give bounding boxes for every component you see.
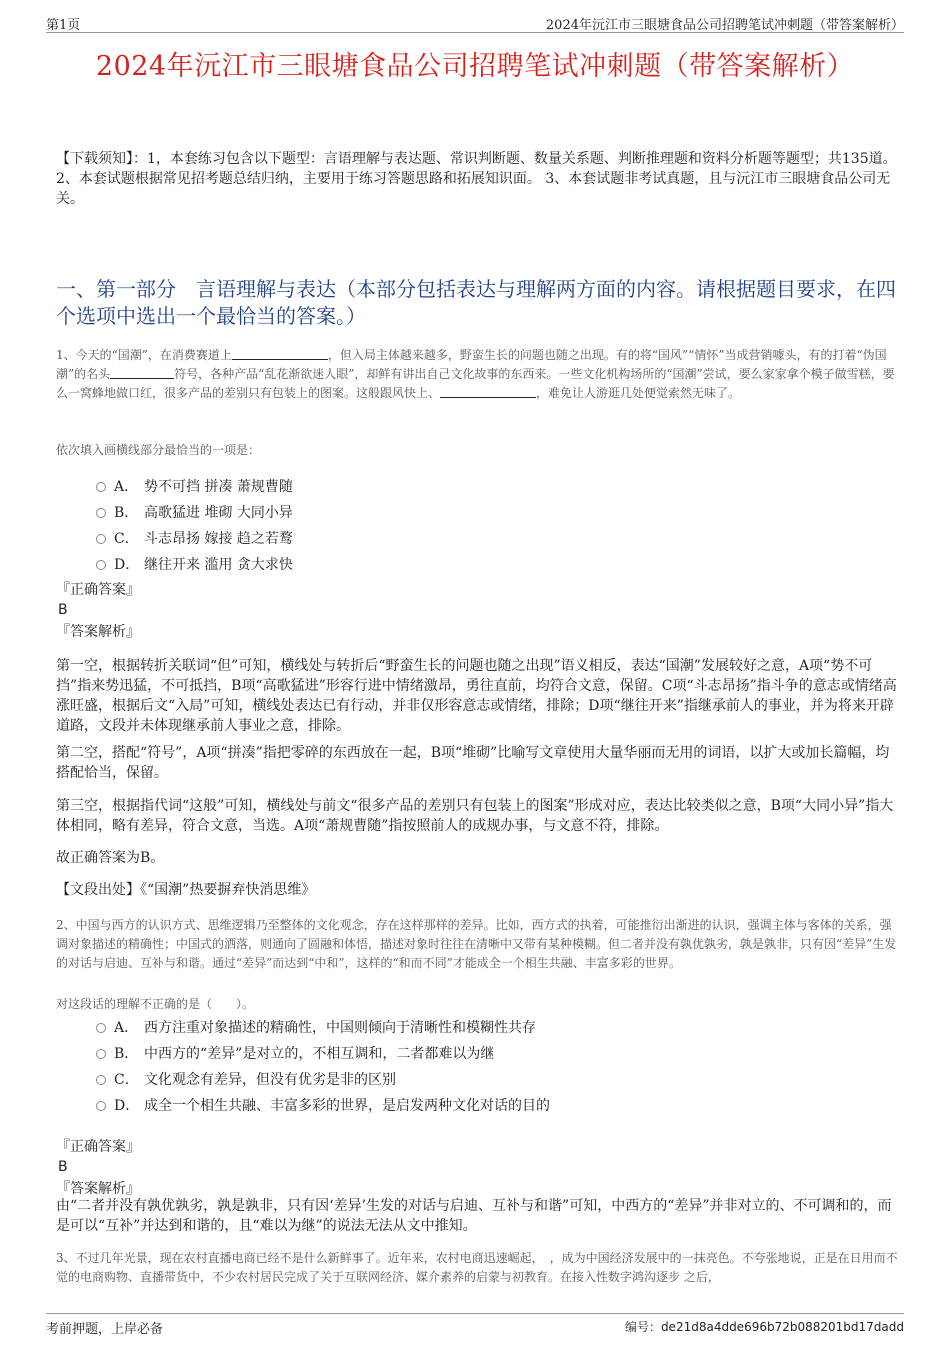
q1-stem-part-a: 1、今天的“国潮”，在消费赛道上	[56, 348, 232, 362]
q2-answer-label: 『正确答案』	[56, 1139, 140, 1155]
option-letter: C．	[114, 531, 139, 547]
header-doc-title: 2024年沅江市三眼塘食品公司招聘笔试冲刺题（带答案解析）	[545, 18, 904, 33]
footer-doc-id: 编号：de21d8a4dde696b72b088201bd17dadd	[624, 1320, 904, 1334]
page-title: 2024年沅江市三眼塘食品公司招聘笔试冲刺题（带答案解析）	[95, 51, 855, 82]
q1-stem-part-b: ，但入局主体越来越多，野蛮生长的问题也随之出现。有的将“国风”“情怀”当成营销噱头，有的打着“伪国潮”的名头	[56, 348, 887, 381]
radio-icon[interactable]	[96, 534, 106, 544]
radio-icon[interactable]	[96, 1101, 106, 1111]
option-letter: D．	[114, 557, 140, 573]
q1-options	[96, 474, 293, 578]
option-text: 文化观念有差异，但没有优劣是非的区别	[144, 1072, 396, 1088]
option-letter: A．	[114, 479, 139, 495]
option-text: 西方注重对象描述的精确性，中国则倾向于清晰性和模糊性共存	[144, 1020, 536, 1036]
q1-analysis-1: 第一空，根据转折关联词“但”可知，横线处与转折后“野蛮生长的问题也随之出现”语义相反，表达“国潮”发展较好之意，A项“势不可挡”指来势迅猛，不可抵挡，B项“高歌猛进”形容行进中情绪激昂，勇往直前，均符合文意，保留。C项“斗志昂扬”指斗争的意志或情绪高涨旺盛，根据后文“入局”可知，横线处表达已有行动，并非仅形容意志或情绪，排除；D项“继往开来”指继承前人的事业，并为将来开辟道路，文段并未体现继承前人事业之意，排除。	[56, 658, 897, 734]
option-letter: D．	[114, 1098, 140, 1114]
option-letter: C．	[114, 1072, 139, 1088]
q2-analysis: 由“二者并没有孰优孰劣，孰是孰非，只有因‘差异’生发的对话与启迪、互补与和谐”可知，中西方的“差异”并非对立的、不可调和的，而是可以“互补”并达到和谐的，且“难以为继”的说法无法从文中推知。	[56, 1198, 892, 1234]
q1-option-c[interactable]	[96, 526, 293, 552]
page-header	[46, 12, 904, 33]
option-letter: A．	[114, 1020, 139, 1036]
q2-answer: B	[58, 1159, 68, 1175]
radio-icon[interactable]	[96, 1075, 106, 1085]
q1-blank-1	[232, 347, 328, 360]
question-1-stem	[56, 346, 898, 403]
question-2-stem: 2、中国与西方的认识方式、思维逻辑乃至整体的文化观念，存在这样那样的差异。比如，西方式的执着，可能推衍出渐进的认识，强调主体与客体的关系，强调对象描述的精确性；中国式的洒落，则通向了圆融和体悟，描述对象时往往在清晰中又带有某种模糊。但二者并没有孰优孰劣，孰是孰非，只有因“差异”生发的对话与启迪、互补与和谐。通过“差异”而达到“中和”，这样的“和而不同”才能成全一个相生共融、丰富多彩的世界。	[56, 918, 897, 970]
q1-stem-part-d: ，难免让人游逛几处便觉索然无味了。	[536, 386, 741, 400]
option-text: 继往开来 滥用 贪大求快	[144, 557, 293, 573]
q2-prompt: 对这段话的理解不正确的是（ ）。	[56, 997, 255, 1011]
q1-analysis-3: 第三空，根据指代词“这般”可知，横线处与前文“很多产品的差别只有包装上的图案”形成对应，表达比较类似之意，B项“大同小异”指大体相同，略有差异，符合文意，当选。A项“萧规曹随”指按照前人的成规办事，与文意不符，排除。	[56, 798, 894, 834]
option-text: 中西方的“差异”是对立的，不相互调和，二者都难以为继	[144, 1046, 495, 1062]
radio-icon[interactable]	[96, 482, 106, 492]
option-text: 高歌猛进 堆砌 大同小异	[144, 505, 293, 521]
option-text: 成全一个相生共融、丰富多彩的世界，是启发两种文化对话的目的	[144, 1098, 550, 1114]
q1-option-a[interactable]	[96, 474, 293, 500]
option-text: 势不可挡 拼凑 萧规曹随	[144, 479, 293, 495]
q1-analysis-2: 第二空，搭配“符号”，A项“拼凑”指把零碎的东西放在一起，B项“堆砌”比喻写文章使用大量华丽而无用的词语，以扩大或加长篇幅，均搭配恰当，保留。	[56, 745, 890, 781]
q1-blank-2	[110, 366, 174, 379]
page-footer	[46, 1313, 904, 1336]
q1-stem-part-c: 符号，各种产品“乱花渐欲迷人眼”，却鲜有讲出自己文化故事的东西来。一些文化机构场所的“国潮”尝试，要么家家拿个模子做雪糕，要么一窝蜂地做口红，很多产品的差别只有包装上的图案。这般跟风快上、	[56, 367, 895, 400]
download-notice: 【下载须知】：1，本套练习包含以下题型：言语理解与表达题、常识判断题、数量关系题、判断推理题和资料分析题等题型；共135道。 2、本套试题根据常见招考题总结归纳，主要用于练习答题思路和拓展知识面。 3、本套试题非考试真题，且与沅江市三眼塘食品公司无关。	[56, 151, 897, 207]
page-number: 第1页	[46, 18, 81, 33]
radio-icon[interactable]	[96, 508, 106, 518]
q2-option-c[interactable]	[96, 1067, 550, 1093]
option-letter: B．	[114, 1046, 139, 1062]
radio-icon[interactable]	[96, 560, 106, 570]
q1-analysis-4: 故正确答案为B。	[56, 850, 165, 866]
q2-option-b[interactable]	[96, 1041, 550, 1067]
q1-source: 【文段出处】《“国潮”热要摒弃快消思维》	[56, 882, 316, 898]
q1-option-d[interactable]	[96, 552, 293, 578]
option-letter: B．	[114, 505, 139, 521]
q1-analysis-label: 『答案解析』	[56, 624, 140, 640]
q1-answer-label: 『正确答案』	[56, 582, 140, 598]
q2-analysis-label: 『答案解析』	[56, 1181, 140, 1197]
option-text: 斗志昂扬 嫁接 趋之若鹜	[144, 531, 293, 547]
section-title: 一、第一部分 言语理解与表达（本部分包括表达与理解两方面的内容。请根据题目要求，在四个选项中选出一个最恰当的答案。）	[56, 277, 896, 328]
q1-prompt: 依次填入画横线部分最恰当的一项是：	[56, 443, 261, 457]
q2-option-d[interactable]	[96, 1093, 550, 1119]
question-3-stem: 3、不过几年光景，现在农村直播电商已经不是什么新鲜事了。近年来，农村电商迅速崛起， ，成为中国经济发展中的一抹亮色。不夸张地说，正是在日用而不觉的电商购物、直播带货中，不少农村居民完成了关于互联网经济、媒介素养的启蒙与初教育。在接入性数字鸿沟逐步 之后，	[56, 1251, 898, 1284]
q1-answer: B	[58, 602, 68, 618]
footer-slogan: 考前押题，上岸必备	[46, 1322, 164, 1337]
radio-icon[interactable]	[96, 1023, 106, 1033]
q2-option-a[interactable]	[96, 1015, 550, 1041]
q2-options	[96, 1015, 550, 1119]
radio-icon[interactable]	[96, 1049, 106, 1059]
q1-blank-3	[440, 385, 536, 398]
q1-option-b[interactable]	[96, 500, 293, 526]
